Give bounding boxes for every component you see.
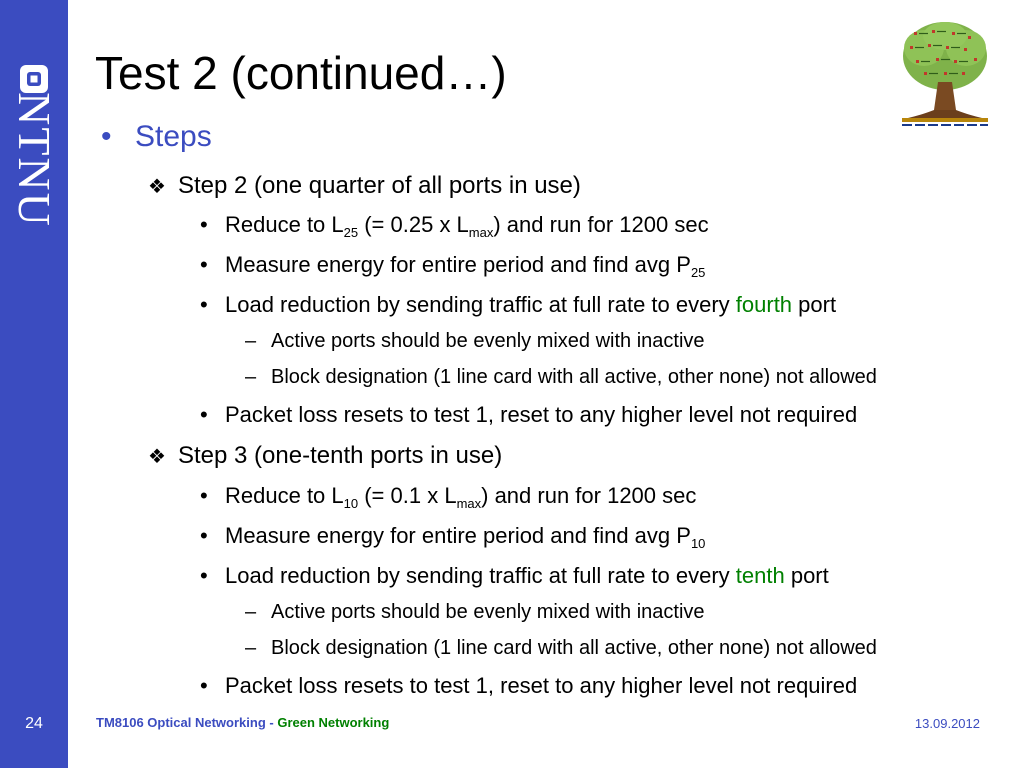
load-text: Load reduction by sending traffic at full rate to every [225, 292, 736, 317]
highlight-word: fourth [735, 292, 793, 317]
bullet-icon: • [101, 120, 112, 153]
step3-active-subitem [245, 601, 705, 624]
step3-reduce-item [200, 483, 696, 509]
step2-reduce-item [200, 212, 709, 238]
dash-bullet-icon: – [245, 330, 257, 352]
packet-loss-text: Packet loss resets to test 1, reset to any higher level not required [225, 673, 858, 698]
step2-heading-text: Step 2 (one quarter of all ports in use) [178, 172, 581, 199]
dash-bullet-icon: – [245, 637, 257, 659]
step2-block-subitem [245, 366, 877, 389]
subitem-text: Block designation (1 line card with all active, other none) not allowed [271, 366, 877, 388]
footer-date: 13.09.2012 [914, 716, 980, 731]
load-text: Load reduction by sending traffic at full rate to every [225, 563, 736, 588]
footer-course [96, 715, 389, 730]
subscript: max [468, 225, 494, 240]
subscript: 10 [343, 496, 359, 511]
bullet-icon: • [200, 673, 208, 698]
subscript: 25 [690, 265, 706, 280]
reduce-text: (= 0.25 x L [358, 212, 469, 237]
footer-course-topic: Green Networking [277, 715, 390, 730]
subitem-text: Block designation (1 line card with all active, other none) not allowed [271, 637, 877, 659]
measure-text: Measure energy for entire period and find avg P [225, 252, 691, 277]
diamond-bullet-icon: ❖ [148, 446, 166, 468]
reduce-text: ) and run for 1200 sec [481, 483, 697, 508]
bullet-icon: • [200, 483, 208, 508]
subitem-text: Active ports should be evenly mixed with inactive [271, 601, 705, 623]
ntnu-logo-text: NTNU [9, 92, 60, 228]
bullet-icon: • [200, 212, 208, 237]
step2-load-item [200, 292, 836, 318]
green-networking-tree-icon [894, 18, 996, 130]
subscript: max [456, 496, 482, 511]
step3-load-item [200, 563, 829, 589]
slide-title: Test 2 (continued…) [95, 47, 507, 99]
bullet-icon: • [200, 563, 208, 588]
steps-heading: Steps [135, 120, 212, 153]
step3-measure-item [200, 523, 705, 549]
bullet-icon: • [200, 402, 208, 427]
subscript: 10 [690, 536, 706, 551]
load-text: port [784, 563, 829, 588]
step2-packet-loss-item [200, 402, 857, 428]
dash-bullet-icon: – [245, 601, 257, 623]
load-text: port [792, 292, 837, 317]
ntnu-logo-icon [19, 64, 49, 94]
subitem-text: Active ports should be evenly mixed with inactive [271, 330, 705, 352]
step3-packet-loss-item [200, 673, 857, 699]
step3-heading [148, 442, 502, 470]
sidebar [0, 0, 68, 768]
page-number: 24 [25, 715, 43, 732]
bullet-icon: • [200, 252, 208, 277]
step3-heading-text: Step 3 (one-tenth ports in use) [178, 442, 503, 469]
step2-active-subitem [245, 330, 705, 353]
highlight-word: tenth [735, 563, 785, 588]
packet-loss-text: Packet loss resets to test 1, reset to any higher level not required [225, 402, 858, 427]
bullet-icon: • [200, 292, 208, 317]
subscript: 25 [343, 225, 359, 240]
reduce-text: Reduce to L [225, 483, 344, 508]
reduce-text: Reduce to L [225, 212, 344, 237]
measure-text: Measure energy for entire period and find avg P [225, 523, 691, 548]
bullet-icon: • [200, 523, 208, 548]
step2-measure-item [200, 252, 705, 278]
reduce-text: ) and run for 1200 sec [493, 212, 709, 237]
reduce-text: (= 0.1 x L [358, 483, 457, 508]
steps-bullet [101, 120, 212, 154]
step2-heading [148, 172, 581, 200]
diamond-bullet-icon: ❖ [148, 176, 166, 198]
dash-bullet-icon: – [245, 366, 257, 388]
footer-course-name: TM8106 Optical Networking - [96, 715, 278, 730]
step3-block-subitem [245, 637, 877, 660]
